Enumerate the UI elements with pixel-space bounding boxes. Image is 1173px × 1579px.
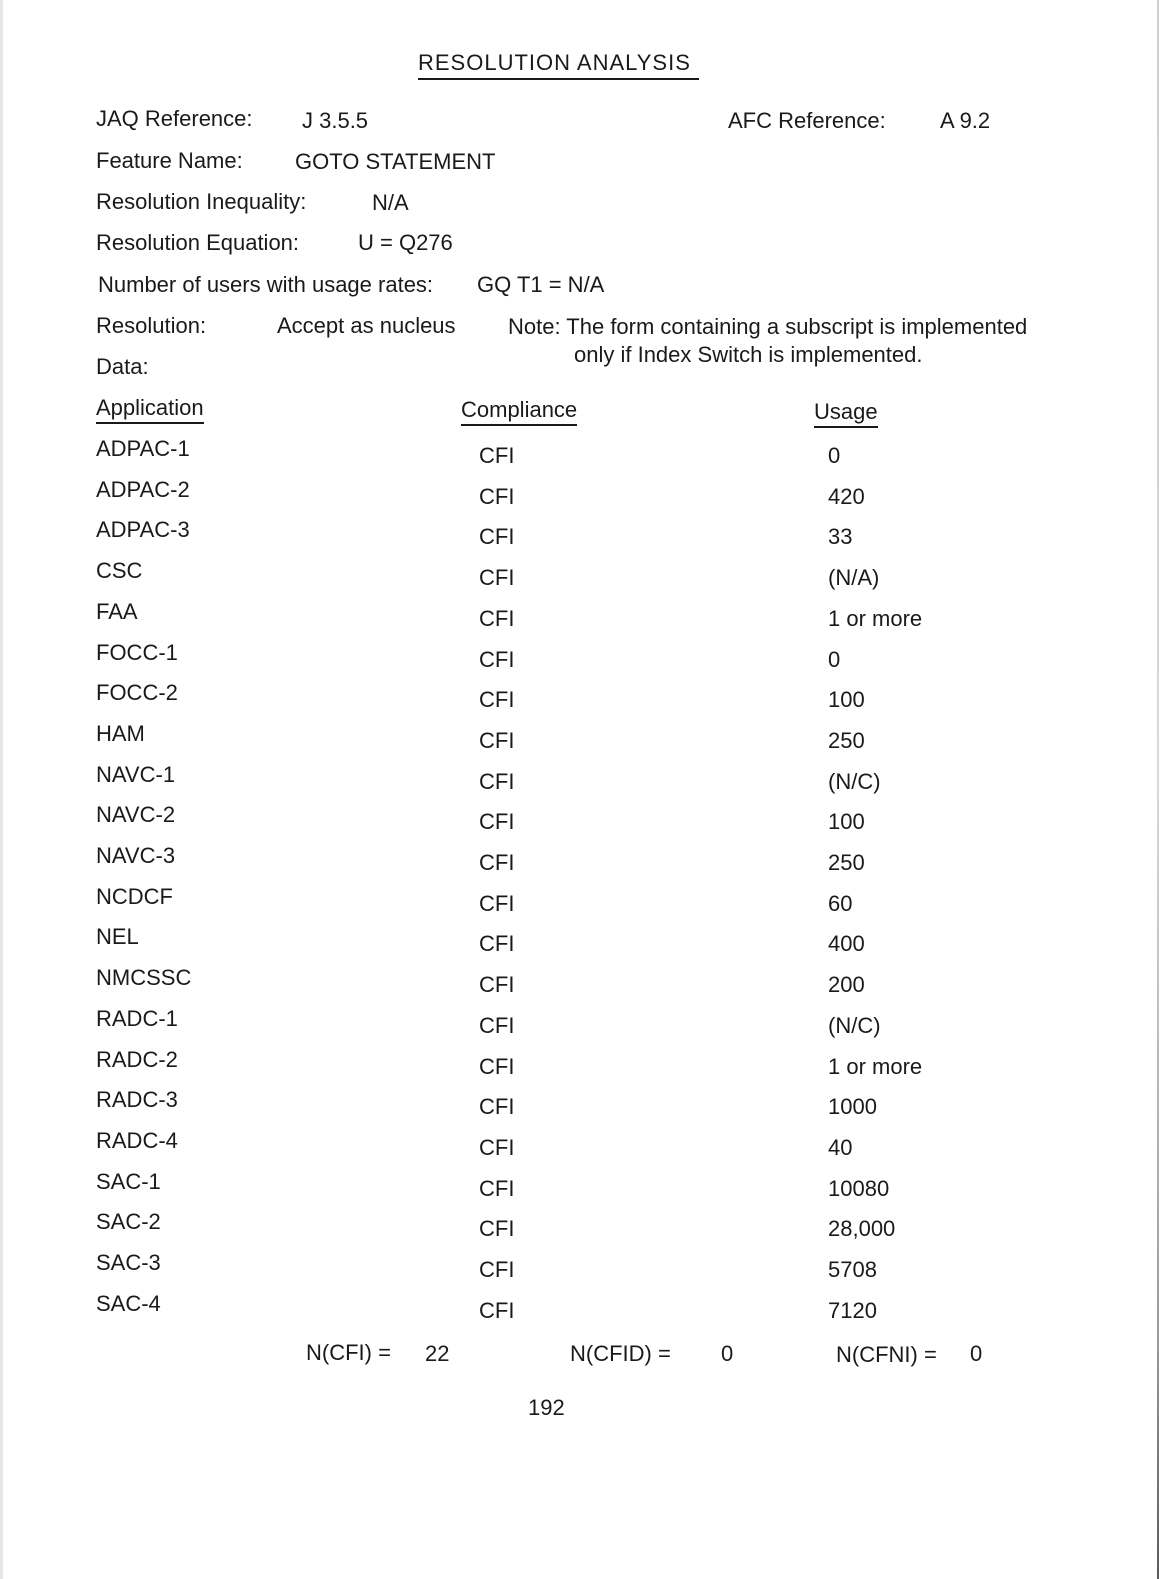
afc-reference-value: A 9.2	[940, 108, 991, 133]
row-compliance: CFI	[479, 728, 515, 753]
row-compliance: CFI	[479, 687, 515, 712]
row-application: NAVC-2	[96, 802, 176, 827]
row-usage: 60	[828, 891, 853, 916]
row-compliance: CFI	[479, 809, 515, 834]
row-usage: 200	[828, 972, 865, 997]
row-application: FOCC-1	[96, 640, 178, 665]
afc-reference-label: AFC Reference:	[728, 108, 886, 133]
row-application: RADC-4	[96, 1128, 178, 1153]
total-cfid-label: N(CFID) =	[570, 1341, 671, 1366]
row-usage: (N/C)	[828, 769, 881, 794]
row-application: SAC-3	[96, 1250, 161, 1275]
row-usage: 1 or more	[828, 1054, 923, 1079]
row-compliance: CFI	[479, 484, 515, 509]
row-compliance: CFI	[479, 1216, 515, 1241]
feature-name-value: GOTO STATEMENT	[295, 149, 496, 174]
row-compliance: CFI	[479, 647, 515, 672]
row-application: ADPAC-3	[96, 517, 190, 542]
row-compliance: CFI	[479, 1013, 515, 1038]
resolution-label: Resolution:	[96, 313, 207, 338]
feature-name-label: Feature Name:	[96, 148, 243, 173]
row-compliance: CFI	[479, 850, 515, 875]
scan-left-edge	[0, 0, 3, 1579]
data-label: Data:	[96, 354, 149, 379]
row-usage: 420	[828, 484, 865, 509]
row-usage: 10080	[828, 1176, 890, 1201]
row-application: NEL	[96, 924, 139, 949]
row-application: NMCSSC	[96, 965, 192, 990]
resolution-inequality-value: N/A	[372, 190, 409, 215]
resolution-value: Accept as nucleus	[277, 313, 456, 338]
row-compliance: CFI	[479, 1135, 515, 1160]
note-line-1: Note: The form containing a subscript is implemented	[508, 314, 1028, 339]
row-compliance: CFI	[479, 972, 515, 997]
users-usage-value: GQ T1 = N/A	[477, 272, 605, 297]
total-cfi-value: 22	[425, 1341, 450, 1366]
row-compliance: CFI	[479, 524, 515, 549]
header-application: Application	[96, 395, 204, 424]
row-application: CSC	[96, 558, 143, 583]
row-application: FAA	[96, 599, 138, 624]
row-usage: 33	[828, 524, 853, 549]
row-usage: (N/C)	[828, 1013, 881, 1038]
header-compliance: Compliance	[461, 397, 577, 426]
header-usage: Usage	[814, 399, 878, 428]
total-cfni-label: N(CFNI) =	[836, 1342, 937, 1367]
resolution-equation-value: U = Q276	[358, 230, 453, 255]
row-compliance: CFI	[479, 1094, 515, 1119]
row-compliance: CFI	[479, 769, 515, 794]
row-usage: 40	[828, 1135, 853, 1160]
row-application: NCDCF	[96, 884, 173, 909]
resolution-inequality-label: Resolution Inequality:	[96, 189, 307, 214]
row-application: HAM	[96, 721, 145, 746]
row-usage: 0	[828, 647, 841, 672]
row-compliance: CFI	[479, 1176, 515, 1201]
scan-right-edge	[1157, 0, 1159, 1579]
row-compliance: CFI	[479, 565, 515, 590]
resolution-equation-label: Resolution Equation:	[96, 230, 300, 255]
total-cfid-value: 0	[721, 1341, 734, 1366]
row-usage: (N/A)	[828, 565, 880, 590]
total-cfi-label: N(CFI) =	[306, 1340, 391, 1365]
row-usage: 5708	[828, 1257, 877, 1282]
row-usage: 0	[828, 443, 841, 468]
row-application: RADC-1	[96, 1006, 178, 1031]
row-usage: 1000	[828, 1094, 877, 1119]
row-usage: 250	[828, 850, 865, 875]
page-title: RESOLUTION ANALYSIS	[418, 50, 699, 80]
row-compliance: CFI	[479, 1054, 515, 1079]
row-compliance: CFI	[479, 931, 515, 956]
row-compliance: CFI	[479, 1298, 515, 1323]
row-usage: 100	[828, 687, 865, 712]
row-compliance: CFI	[479, 1257, 515, 1282]
row-compliance: CFI	[479, 891, 515, 916]
row-usage: 400	[828, 931, 865, 956]
row-application: SAC-2	[96, 1209, 161, 1234]
row-application: SAC-1	[96, 1169, 161, 1194]
row-usage: 250	[828, 728, 865, 753]
row-application: RADC-3	[96, 1087, 178, 1112]
row-usage: 28,000	[828, 1216, 896, 1241]
row-application: SAC-4	[96, 1291, 161, 1316]
note-line-2: only if Index Switch is implemented.	[574, 342, 923, 367]
row-application: ADPAC-2	[96, 477, 190, 502]
row-application: NAVC-3	[96, 843, 176, 868]
row-application: FOCC-2	[96, 680, 178, 705]
row-usage: 7120	[828, 1298, 877, 1323]
page-number: 192	[528, 1395, 565, 1420]
row-application: NAVC-1	[96, 762, 176, 787]
users-usage-label: Number of users with usage rates:	[98, 272, 434, 297]
jaq-reference-value: J 3.5.5	[302, 108, 369, 133]
row-application: RADC-2	[96, 1047, 178, 1072]
row-compliance: CFI	[479, 606, 515, 631]
row-usage: 1 or more	[828, 606, 923, 631]
row-usage: 100	[828, 809, 865, 834]
jaq-reference-label: JAQ Reference:	[96, 106, 253, 131]
total-cfni-value: 0	[970, 1341, 983, 1366]
row-compliance: CFI	[479, 443, 515, 468]
row-application: ADPAC-1	[96, 436, 190, 461]
